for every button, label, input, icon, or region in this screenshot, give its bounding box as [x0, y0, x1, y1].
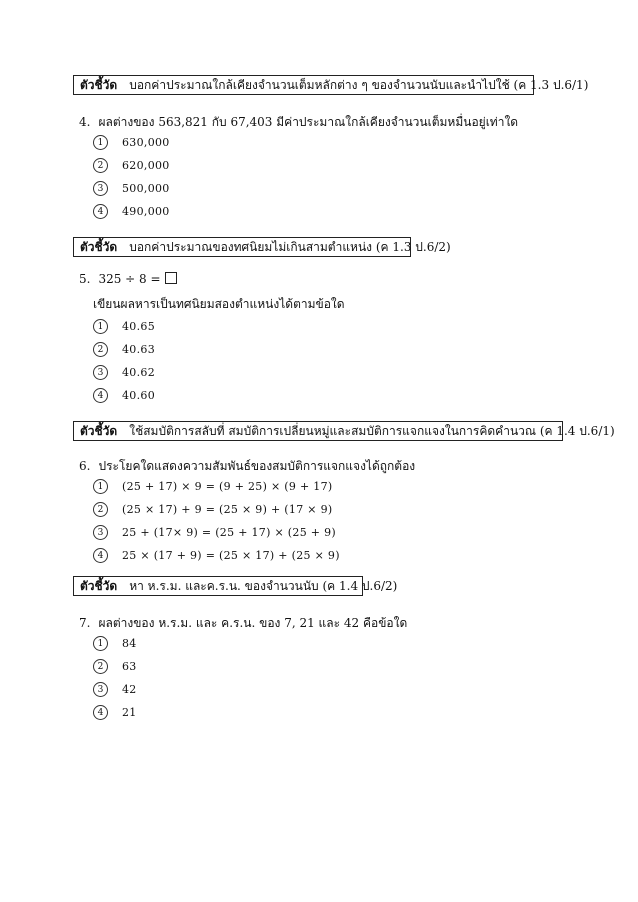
option-number-circle: 3: [93, 365, 108, 380]
question-text: ผลต่างของ 563,821 กับ 67,403 มีค่าประมาณใกล้เคียงจำนวนเต็มหมื่นอยู่เท่าใด: [98, 115, 519, 129]
option[interactable]: [93, 365, 155, 380]
option[interactable]: [93, 135, 170, 150]
option[interactable]: [93, 158, 170, 173]
option-text: 84: [122, 637, 137, 650]
option-text: (25 + 17) × 9 = (9 + 25) × (9 + 17): [122, 480, 333, 493]
question-number: 6.: [79, 459, 91, 473]
question-text: ประโยคใดแสดงความสัมพันธ์ของสมบัติการแจกแจงได้ถูกต้อง: [98, 459, 416, 473]
option[interactable]: [93, 319, 155, 334]
option[interactable]: [93, 479, 333, 494]
indicator-label: ตัวชี้วัด: [80, 578, 118, 593]
question-number: 5.: [79, 272, 91, 286]
option-text: 21: [122, 706, 137, 719]
option-text: 630,000: [122, 136, 170, 149]
question-number: 4.: [79, 115, 91, 129]
option[interactable]: [93, 682, 137, 697]
indicator-label: ตัวชี้วัด: [80, 239, 118, 254]
option[interactable]: [93, 181, 170, 196]
question-subtext: เขียนผลหารเป็นทศนิยมสองตำแหน่งได้ตามข้อใด: [93, 297, 345, 311]
option-text: 40.65: [122, 320, 155, 333]
option-text: 490,000: [122, 205, 170, 218]
option-text: 63: [122, 660, 137, 673]
option-number-circle: 1: [93, 479, 108, 494]
question-7: [79, 614, 407, 633]
option-number-circle: 2: [93, 158, 108, 173]
option-text: 25 + (17× 9) = (25 + 17) × (25 + 9): [122, 526, 336, 539]
option-number-circle: 4: [93, 388, 108, 403]
option-number-circle: 4: [93, 705, 108, 720]
option-number-circle: 3: [93, 682, 108, 697]
option[interactable]: [93, 525, 336, 540]
indicator-box: [73, 75, 589, 95]
option[interactable]: [93, 502, 333, 517]
indicator-box: [73, 421, 615, 441]
option-number-circle: 4: [93, 204, 108, 219]
option-text: 25 × (17 + 9) = (25 × 17) + (25 × 9): [122, 549, 340, 562]
question-number: 7.: [79, 616, 91, 630]
option-number-circle: 2: [93, 659, 108, 674]
option[interactable]: [93, 636, 137, 651]
question-5: [79, 272, 177, 286]
option-number-circle: 2: [93, 342, 108, 357]
indicator-text: ใช้สมบัติการสลับที่ สมบัติการเปลี่ยนหมู่และสมบัติการแจกแจงในการคิดคำนวณ (ค 1.4 ป.6/1): [129, 423, 615, 438]
indicator-label: ตัวชี้วัด: [80, 77, 118, 92]
option-text: 42: [122, 683, 137, 696]
indicator-text: บอกค่าประมาณของทศนิยมไม่เกินสามตำแหน่ง (ค 1.3 ป.6/2): [129, 239, 451, 254]
option-number-circle: 4: [93, 548, 108, 563]
option-number-circle: 2: [93, 502, 108, 517]
option[interactable]: [93, 388, 155, 403]
option-number-circle: 1: [93, 319, 108, 334]
indicator-box: [73, 576, 398, 596]
question-text: ผลต่างของ ห.ร.ม. และ ค.ร.น. ของ 7, 21 และ 42 คือข้อใด: [98, 616, 408, 630]
question-4: [79, 113, 518, 132]
option[interactable]: [93, 204, 170, 219]
option-text: 40.62: [122, 366, 155, 379]
question-6: [79, 457, 415, 476]
answer-box: [165, 272, 177, 284]
indicator-label: ตัวชี้วัด: [80, 423, 118, 438]
question-text: 325 ÷ 8 =: [98, 272, 161, 286]
option[interactable]: [93, 548, 340, 563]
indicator-box: [73, 237, 451, 257]
indicator-text: หา ห.ร.ม. และค.ร.น. ของจำนวนนับ (ค 1.4 ป.6/2): [129, 578, 398, 593]
option-number-circle: 1: [93, 135, 108, 150]
option-number-circle: 1: [93, 636, 108, 651]
option-text: 40.63: [122, 343, 155, 356]
option-text: 620,000: [122, 159, 170, 172]
option-number-circle: 3: [93, 181, 108, 196]
indicator-text: บอกค่าประมาณใกล้เคียงจำนวนเต็มหลักต่าง ๆ ของจำนวนนับและนำไปใช้ (ค 1.3 ป.6/1): [129, 77, 589, 92]
option[interactable]: [93, 342, 155, 357]
option[interactable]: [93, 705, 137, 720]
option-text: (25 × 17) + 9 = (25 × 9) + (17 × 9): [122, 503, 333, 516]
option-text: 500,000: [122, 182, 170, 195]
option-number-circle: 3: [93, 525, 108, 540]
option-text: 40.60: [122, 389, 155, 402]
option[interactable]: [93, 659, 137, 674]
